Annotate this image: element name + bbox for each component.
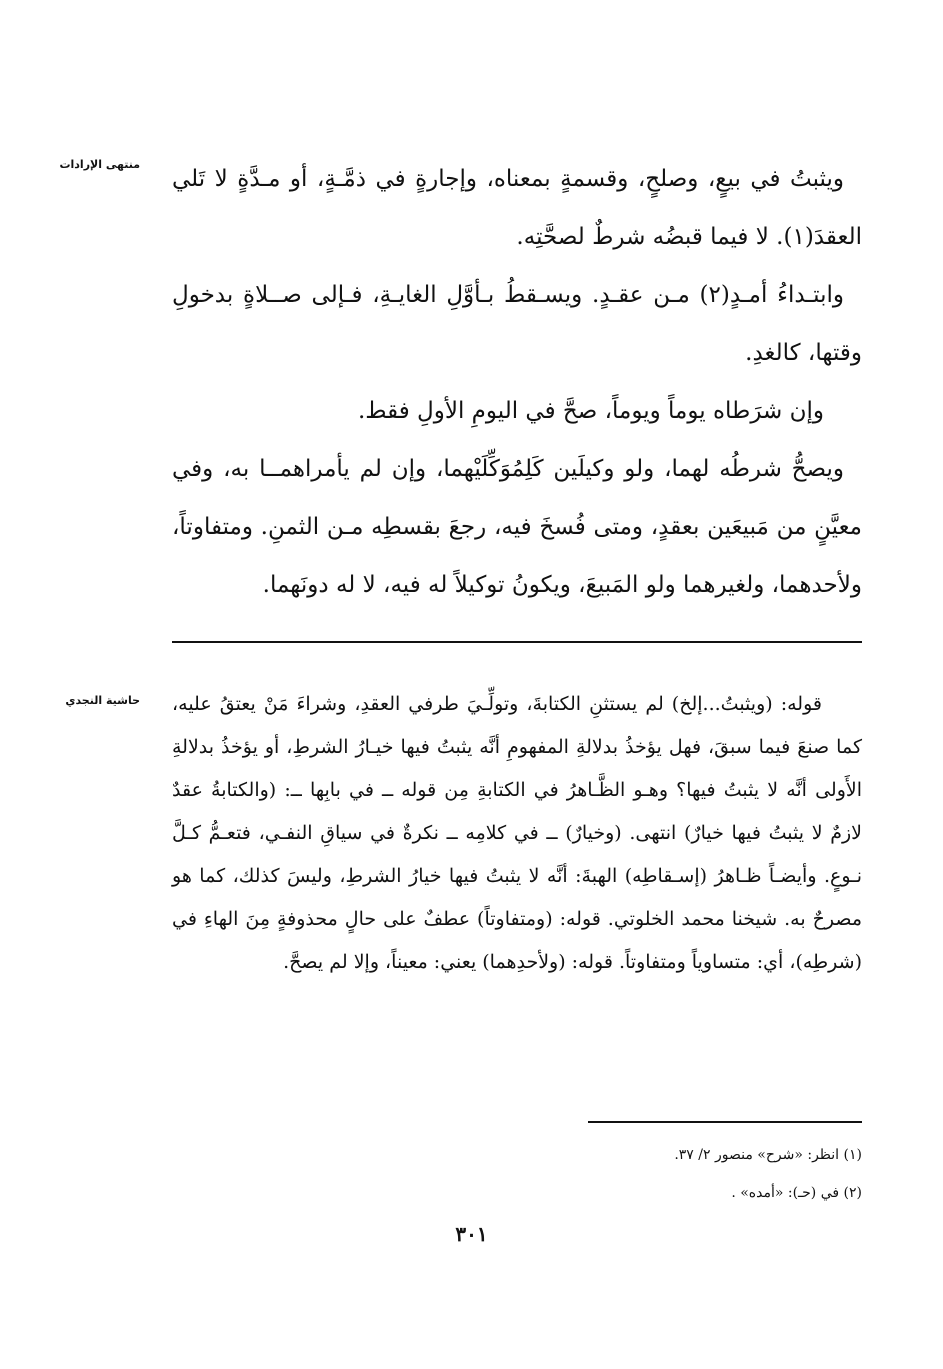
section-divider — [172, 641, 862, 643]
footnote: (٢) في (حـ): «أمده» . — [731, 1185, 862, 1201]
side-label-main: منتهى الإرادات — [59, 158, 140, 171]
footnotes — [172, 1136, 862, 1212]
main-paragraph: وابتـداءُ أمـدٍ(٢) مـن عقـدٍ. ويسـقطُ بـأوَّلِ الغايـةِ، فـإلى صــلاةٍ بدخولِ وقتها، كالغدِ. — [172, 282, 862, 366]
side-label-commentary: حاشية النجدي — [65, 694, 140, 707]
commentary-paragraph: قوله: (ويثبتُ...إلخ) لم يستثنِ الكتابةَ، وتولِّـيَ طرفي العقدِ، وشراءَ مَنْ يعتقُ عليه، كما صنعَ فيما سبقَ، فهل يؤخذُ بدلالةِ المفهومِ أنَّه يثبتُ فيها خيـارُ الشرطِ، أو يؤخذُ بدلالةِ الأَولى أنَّه لا يثبتُ فيها؟ وهـو الظَّـاهرُ في الكتابةِ مِن قوله ــ في بابِها ــ: (والكتابةُ عقدٌ لازمٌ لا يثبتُ فيها خيارٌ) انتهى. (وخيارٌ) ــ في كلامِه ــ نكرةٌ في سياقِ النفـي، فتعـمُّ كـلَّ نـوعٍ. وأيضـاً ظـاهرُ (إسـقاطِه) الهبةَ: أنَّه لا يثبتُ فيها خيارُ الشرطِ، وليسَ كذلك، كما هو مصرحٌ به. شيخنا محمد الخلوتي. قوله: (ومتفاوتاً) عطفٌ على حالٍ محذوفةٍ مِنَ الهاءِ في (شرطِه)، أي: متساوياً ومتفاوتاً. قوله: (ولأحدِهما) يعني: معيناً، وإلا لم يصحَّ. — [172, 693, 862, 973]
main-paragraph: وإن شرَطاه يوماً ويوماً، صحَّ في اليومِ الأولِ فقط. — [357, 398, 824, 424]
main-paragraph: ويثبتُ في بيعٍ، وصلحٍ، وقسمةٍ بمعناه، وإجارةٍ في ذمَّـةٍ، أو مـدَّةٍ لا تَلي العقدَ(١). لا فيما قبضُه شرطٌ لصحَّتِه. — [172, 166, 862, 250]
main-text — [172, 150, 862, 614]
footnote: (١) انظر: «شرح» منصور ٢/ ٣٧. — [674, 1147, 862, 1163]
footnote-rule — [588, 1121, 862, 1123]
main-paragraph: ويصحُّ شرطُه لهما، ولو وكيلَين كَلِمُوَكِّلَيْهما، وإن لم يأمراهمــا به، وفي معيَّنٍ من مَبيعَين بعقدٍ، ومتى فُسخَ فيه، رجعَ بقسطِه مـن الثمنِ. ومتفاوتاً، ولأحدهما، ولغيرهما ولو المَبيعَ، ويكونُ توكيلاً له فيه، لا له دونَهما. — [172, 456, 862, 598]
page-number: ٣٠١ — [455, 1222, 488, 1246]
commentary-text — [172, 683, 862, 984]
